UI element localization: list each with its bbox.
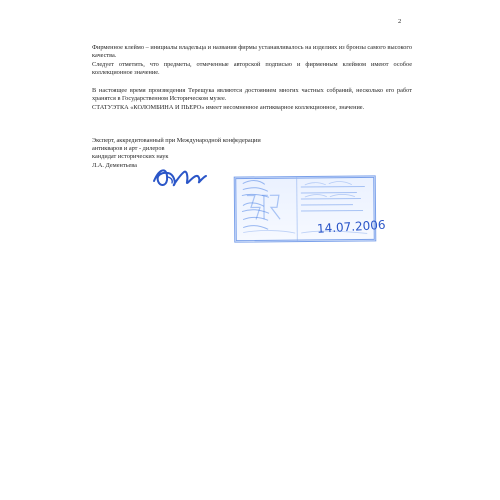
expert-line-4: Л.А. Дементьева — [92, 161, 137, 169]
signature-mark — [150, 165, 210, 189]
expert-line-3: кандидат исторических наук — [92, 153, 169, 161]
paragraph-1: Фирменное клеймо – инициалы владельца и названия фирмы устанавливалось на изделиях из бронзы самого высокого качества. — [92, 44, 412, 60]
paragraph-4: СТАТУЭТКА «КОЛОМБИНА И ПЬЕРО» имеет несомненное антикварное коллекционное, значение. — [92, 104, 365, 111]
expert-line-1: Эксперт, аккредитованный при Международной конфедерации — [92, 137, 261, 144]
expert-line-2: антикваров и арт - дилеров — [92, 145, 165, 153]
paragraph-2: Следует отметить, что предметы, отмеченные авторской подписью и фирменным клеймом имеют особое коллекционное значение. — [92, 61, 412, 77]
page-number: 2 — [398, 18, 402, 25]
stamp — [234, 175, 386, 242]
stamp-date: 14.07.2006 — [316, 217, 386, 236]
paragraph-3: В настоящее время произведения Терещука являются достоянием многих частных собраний, несколько его работ хранятся в Государственном Историческом музее. — [92, 87, 412, 103]
